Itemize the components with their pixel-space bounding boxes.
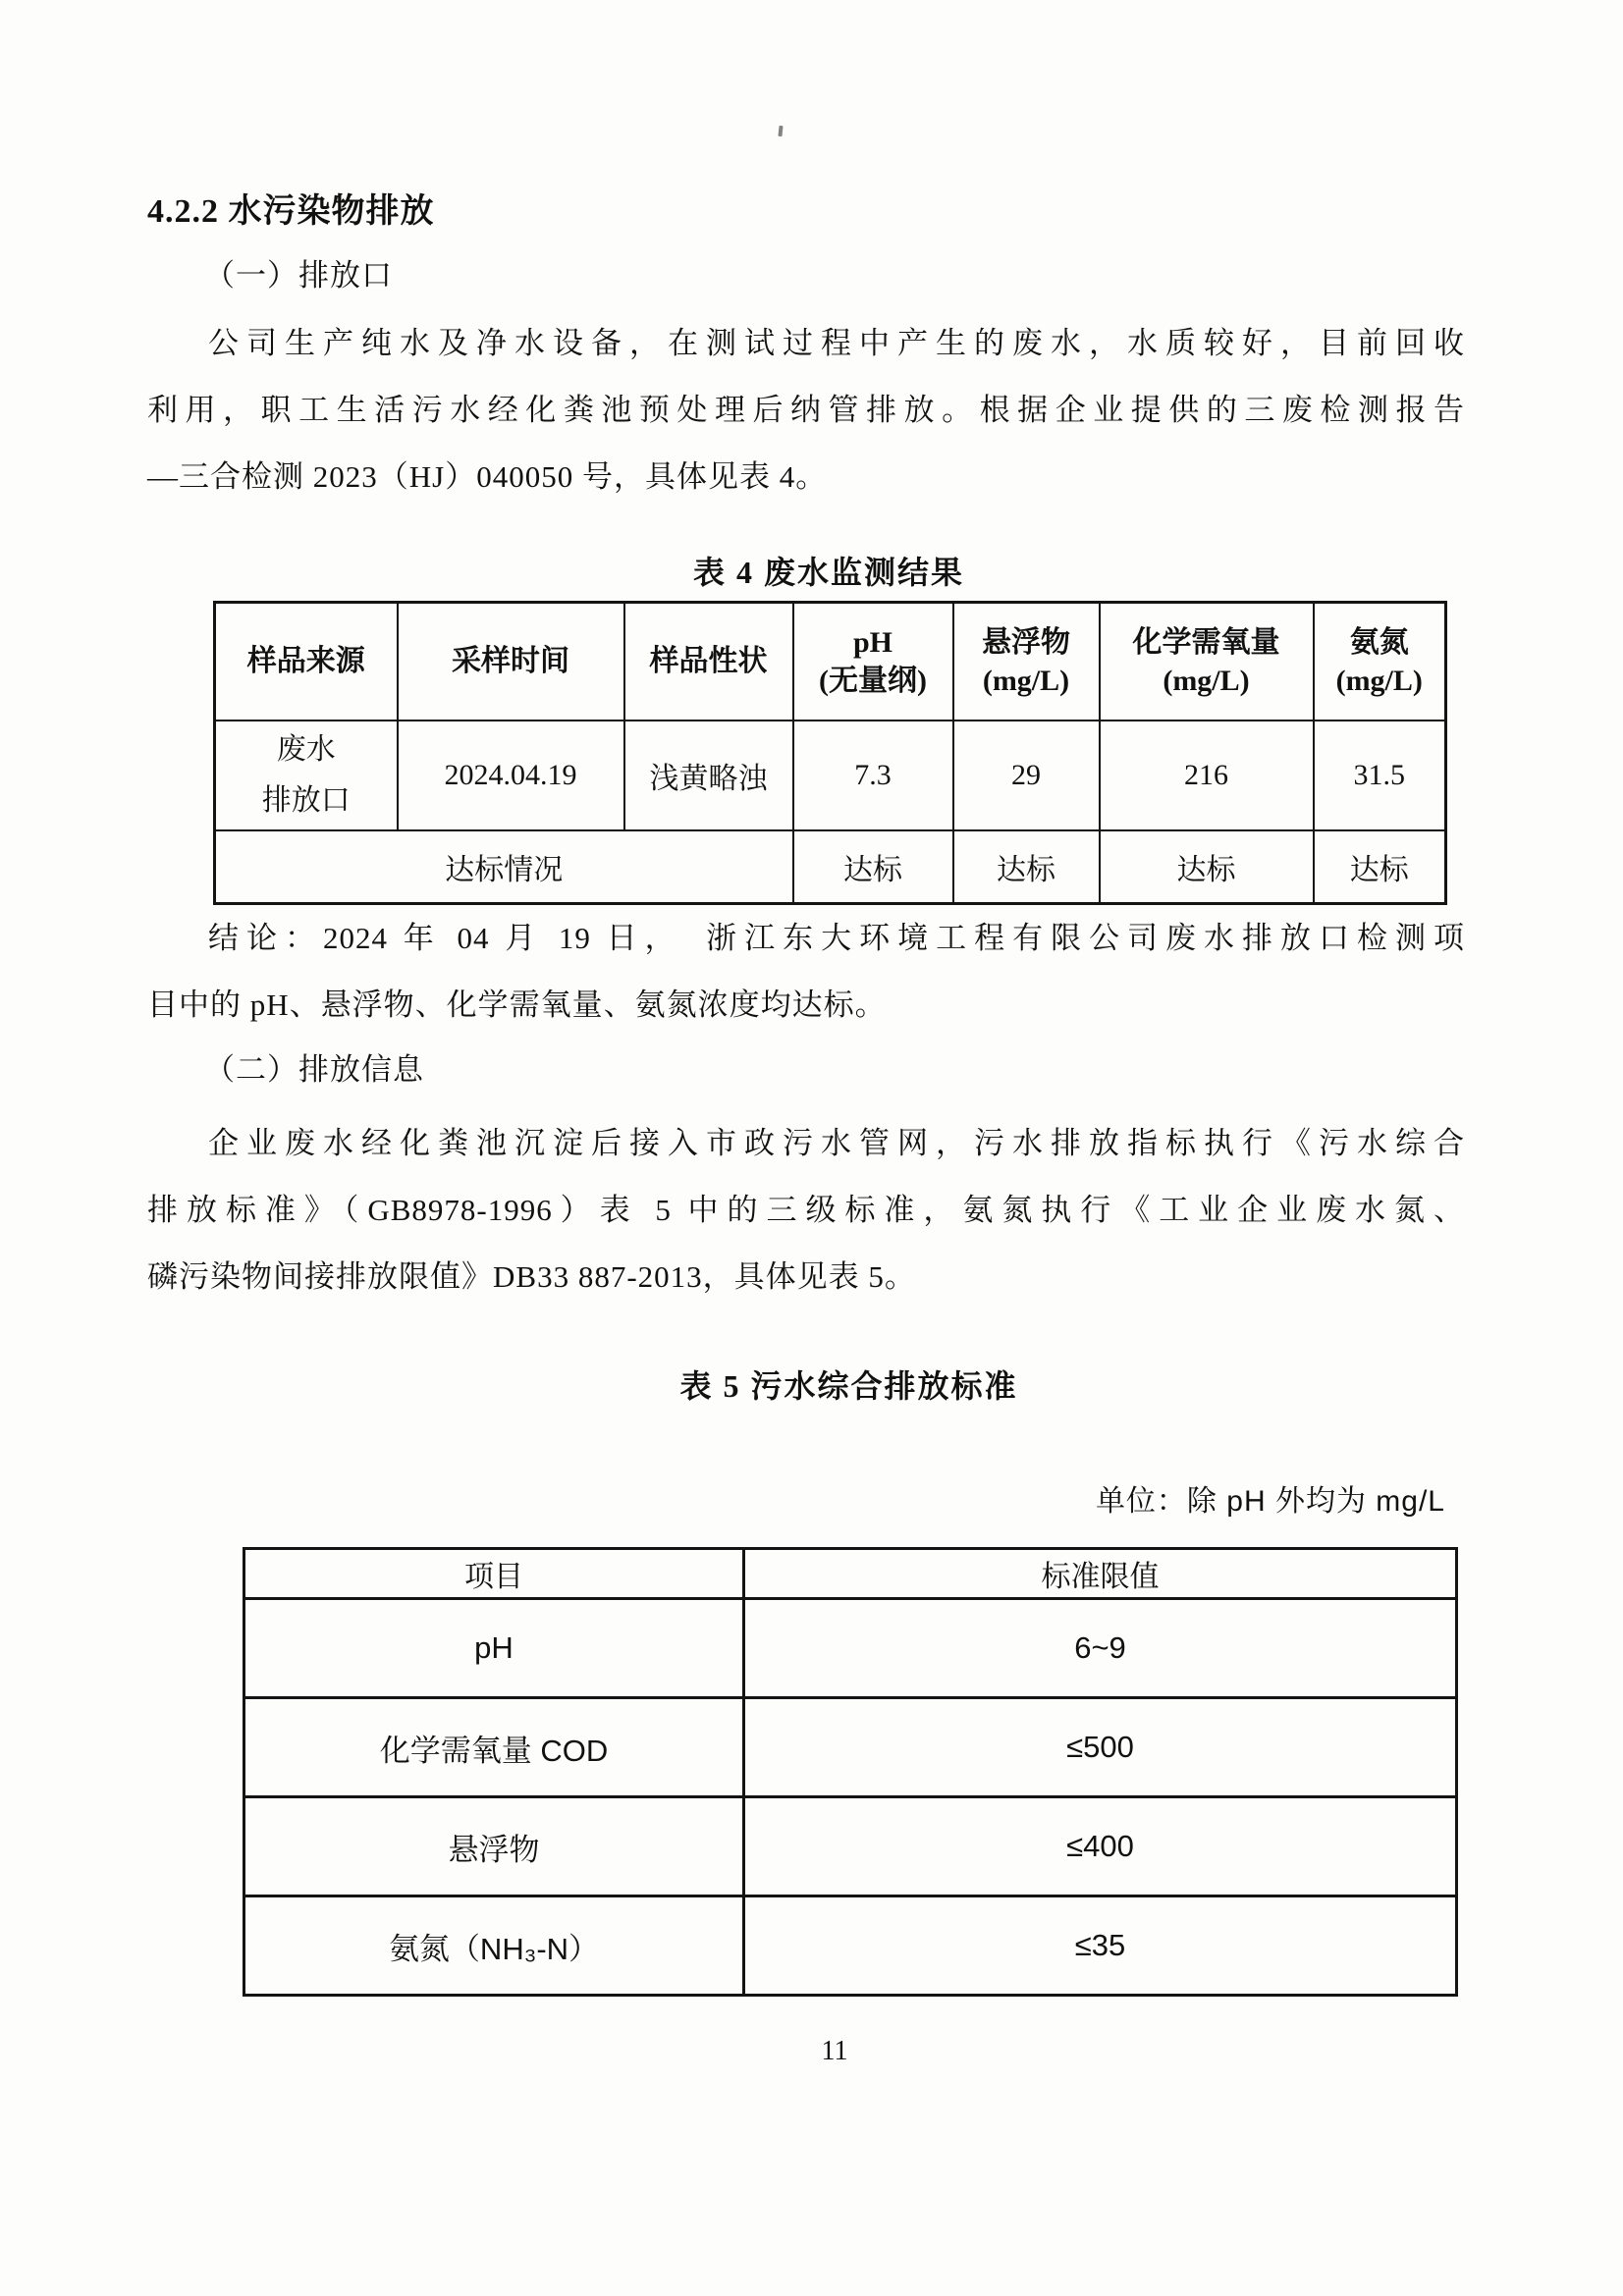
cell-item: 化学需氧量 COD [244, 1698, 744, 1797]
col-header-suspended-solids [953, 603, 1100, 721]
text-line: 结论：2024 年 04 月 19 日， 浙江东大环境工程有限公司废水排放口检测项 [208, 921, 1465, 955]
cell-limit: ≤500 [744, 1698, 1457, 1797]
paragraph-conclusion [147, 905, 1465, 1039]
col-header-item: 项目 [244, 1549, 744, 1599]
sub-heading-outlet [147, 242, 1468, 309]
col-header-unit: (无量纲) [819, 665, 927, 697]
cell-ph-value: 7.3 [793, 721, 953, 830]
col-header-unit: (mg/L) [1163, 665, 1250, 697]
cell-item: pH [244, 1599, 744, 1698]
col-header-title: pH [852, 626, 893, 659]
cell-compliance-ph: 达标 [793, 830, 953, 904]
cell-compliance-ammonia: 达标 [1314, 830, 1446, 904]
col-header-title: 悬浮物 [982, 626, 1070, 659]
cell-ammonia-value: 31.5 [1314, 721, 1446, 830]
col-header-cod [1100, 603, 1314, 721]
table4 [213, 601, 1447, 905]
table5-header-row [244, 1549, 1457, 1599]
cell-limit: 6~9 [744, 1599, 1457, 1698]
table5 [243, 1547, 1458, 1997]
paragraph-outlet [147, 310, 1465, 510]
col-header-unit: (mg/L) [982, 665, 1070, 697]
cell-sample-source [215, 721, 398, 830]
text-line: —三合检测 2023（HJ）040050 号，具体见表 4。 [147, 459, 828, 494]
col-header-sample-time [398, 603, 624, 721]
cell-item: 氨氮（NH₃-N） [244, 1896, 744, 1996]
section-heading: 4.2.2 水污染物排放 [147, 193, 435, 230]
table5-discharge-standard [243, 1547, 1455, 1997]
text-line: 企业废水经化粪池沉淀后接入市政污水管网，污水排放指标执行《污水综合 [208, 1126, 1465, 1160]
text-line: 目中的 pH、悬浮物、化学需氧量、氨氮浓度均达标。 [147, 988, 887, 1022]
col-header-title: 氨氮 [1349, 626, 1409, 659]
cell-cod-value: 216 [1100, 721, 1314, 830]
col-header-sample-source [215, 603, 398, 721]
unit-note: 单位：除 pH 外均为 mg/L [1095, 1485, 1445, 1518]
cell-sample-source-line1: 废水 [276, 733, 336, 766]
cell-compliance-label: 达标情况 [215, 830, 793, 904]
sub-heading-discharge-info-text: （二）排放信息 [204, 1052, 424, 1087]
text-line: 磷污染物间接排放限值》DB33 887-2013，具体见表 5。 [147, 1259, 916, 1294]
table4-compliance-row [215, 830, 1446, 904]
paragraph-discharge-info [147, 1110, 1465, 1310]
text-line: 利用，职工生活污水经化粪池预处理后纳管排放。根据企业提供的三废检测报告 [147, 393, 1465, 427]
col-header-ph [793, 603, 953, 721]
table5-row-ammonia [244, 1896, 1457, 1996]
cell-compliance-suspended-solids: 达标 [953, 830, 1100, 904]
col-header-appearance [624, 603, 793, 721]
cell-limit: ≤400 [744, 1797, 1457, 1896]
page-number: 11 [821, 2036, 848, 2066]
cell-limit: ≤35 [744, 1896, 1457, 1996]
table4-wastewater-monitoring [213, 601, 1444, 905]
cell-sample-source-line2: 排放口 [261, 784, 351, 817]
cell-suspended-solids-value: 29 [953, 721, 1100, 830]
cell-compliance-cod: 达标 [1100, 830, 1314, 904]
col-header-title: 化学需氧量 [1132, 626, 1280, 659]
table5-row-ph [244, 1599, 1457, 1698]
table4-header-row [215, 603, 1446, 721]
scan-speck [778, 126, 783, 136]
sub-heading-outlet-text: （一）排放口 [204, 258, 393, 293]
cell-sample-time: 2024.04.19 [398, 721, 624, 830]
table5-title: 表 5 污水综合排放标准 [679, 1368, 1018, 1404]
text-line: 排放标准》（GB8978-1996）表 5 中的三级标准，氨氮执行《工业企业废水氮、 [147, 1193, 1465, 1227]
col-header-unit: (mg/L) [1335, 665, 1423, 697]
table4-data-row [215, 721, 1446, 830]
table5-row-suspended-solids [244, 1797, 1457, 1896]
cell-appearance: 浅黄略浊 [624, 721, 793, 830]
col-header-ammonia [1314, 603, 1446, 721]
col-header-limit: 标准限值 [744, 1549, 1457, 1599]
table4-title: 表 4 废水监测结果 [692, 555, 964, 590]
col-header-title: 样品来源 [246, 645, 365, 677]
cell-item: 悬浮物 [244, 1797, 744, 1896]
text-line: 公司生产纯水及净水设备，在测试过程中产生的废水，水质较好，目前回收 [208, 326, 1465, 360]
table5-row-cod [244, 1698, 1457, 1797]
col-header-title: 采样时间 [452, 645, 569, 677]
sub-heading-discharge-info [147, 1037, 1468, 1103]
col-header-title: 样品性状 [649, 645, 768, 677]
